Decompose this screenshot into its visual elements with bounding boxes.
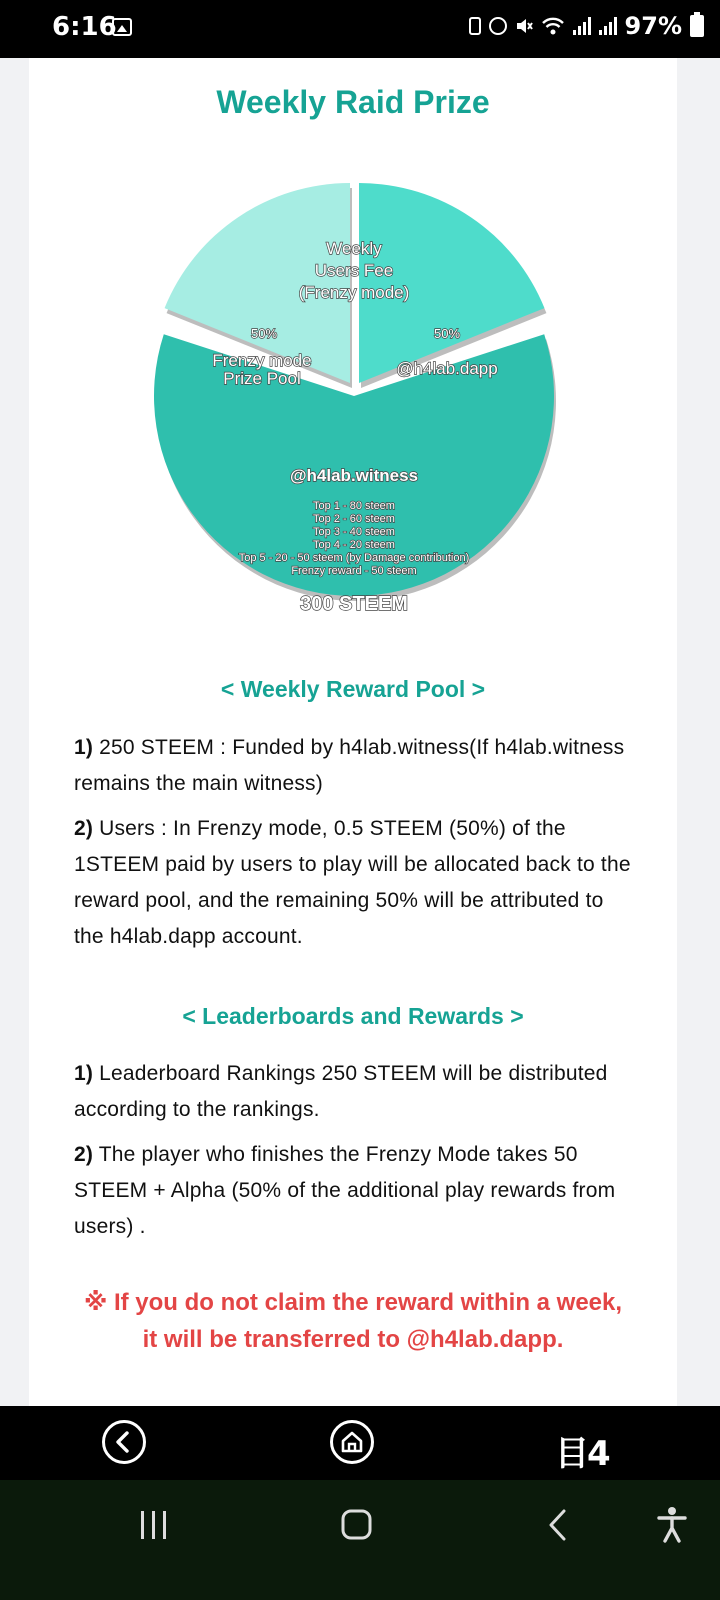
pie-witness-detail: Top 3 - 40 steem: [313, 526, 395, 538]
item-text: 250 STEEM : Funded by h4lab.witness(If h4lab.witness remains the main witness): [74, 736, 625, 795]
leaderboards-heading: < Leaderboards and Rewards >: [182, 1003, 524, 1029]
pie-witness-detail: Top 5 - 20 - 50 steem (by Damage contribution): [238, 552, 470, 564]
alarm-icon: [489, 17, 507, 35]
back-nav-icon[interactable]: [546, 1508, 570, 1542]
pie-chart: [149, 178, 559, 615]
item-text: Users : In Frenzy mode, 0.5 STEEM (50%) of the 1STEEM paid by users to play will be allocated back to the reward pool, and the remaining 50% will be attributed to the h4lab.dapp account.: [74, 817, 631, 948]
pie-witness-detail: Top 2 - 60 steem: [313, 513, 395, 525]
pie-center-label: (Frenzy mode): [298, 283, 410, 302]
item-number: 2): [74, 817, 94, 840]
leaderboards-item-2: [74, 1137, 639, 1245]
h4-logo[interactable]: 目4: [555, 1434, 609, 1474]
item-number: 2): [74, 1143, 94, 1166]
gallery-notification-icon: [112, 18, 132, 36]
reward-pool-item-2: [74, 811, 639, 955]
battery-saver-icon: [469, 17, 481, 35]
battery-percent: 97%: [624, 12, 682, 40]
content-card: [29, 58, 677, 1406]
accessibility-icon[interactable]: [656, 1506, 688, 1544]
pie-witness-detail: Top 4 - 20 steem: [313, 539, 395, 551]
pie-witness-detail: Frenzy reward - 50 steem: [291, 565, 417, 577]
mute-icon: [515, 17, 533, 35]
pie-witness-detail: Top 1 - 80 steem: [313, 500, 395, 512]
back-button[interactable]: [102, 1420, 146, 1464]
home-button[interactable]: [330, 1420, 374, 1464]
pie-slice-1-percent: 50%: [250, 326, 278, 341]
signal-icon-1: [573, 17, 591, 35]
warning-line-2: it will be transferred to @h4lab.dapp.: [142, 1326, 564, 1353]
pie-slice-2-label: @h4lab.dapp: [396, 359, 498, 378]
system-nav-bar: [0, 1480, 720, 1600]
item-number: 1): [74, 736, 94, 759]
pie-slice-3-label: @h4lab.witness: [289, 466, 419, 485]
pie-slice-1-label: Frenzy mode: [212, 351, 312, 370]
reward-pool-item-1: [74, 730, 639, 802]
recent-apps-icon[interactable]: [138, 1508, 170, 1542]
status-bar: [0, 0, 720, 58]
pie-slice-1-label: Prize Pool: [223, 369, 301, 388]
battery-icon: [690, 15, 704, 37]
pie-chart-svg: [149, 178, 559, 615]
home-nav-icon[interactable]: [340, 1508, 374, 1542]
app-bottom-bar: [0, 1406, 720, 1480]
item-text: Leaderboard Rankings 250 STEEM will be distributed according to the rankings.: [74, 1062, 608, 1121]
reward-pool-heading: < Weekly Reward Pool >: [220, 676, 486, 702]
item-number: 1): [74, 1062, 94, 1085]
claim-warning: [69, 1284, 637, 1358]
wifi-icon: [541, 17, 565, 35]
page-title: Weekly Raid Prize: [216, 84, 490, 120]
pie-center-label: Users Fee: [314, 261, 394, 280]
item-text: The player who finishes the Frenzy Mode takes 50 STEEM + Alpha (50% of the additional play rewards from users) .: [74, 1143, 616, 1238]
leaderboards-item-1: [74, 1056, 639, 1128]
signal-icon-2: [599, 17, 617, 35]
pie-slice-2-percent: 50%: [433, 326, 461, 341]
status-time: 6:16: [52, 12, 117, 42]
home-icon: [333, 1423, 371, 1461]
status-icons: [469, 12, 704, 40]
pie-witness-total: 300 STEEM: [300, 593, 408, 615]
warning-line-1: ※ If you do not claim the reward within a week,: [83, 1289, 623, 1316]
chevron-left-icon: [105, 1423, 143, 1461]
pie-center-label: Weekly: [326, 239, 382, 258]
